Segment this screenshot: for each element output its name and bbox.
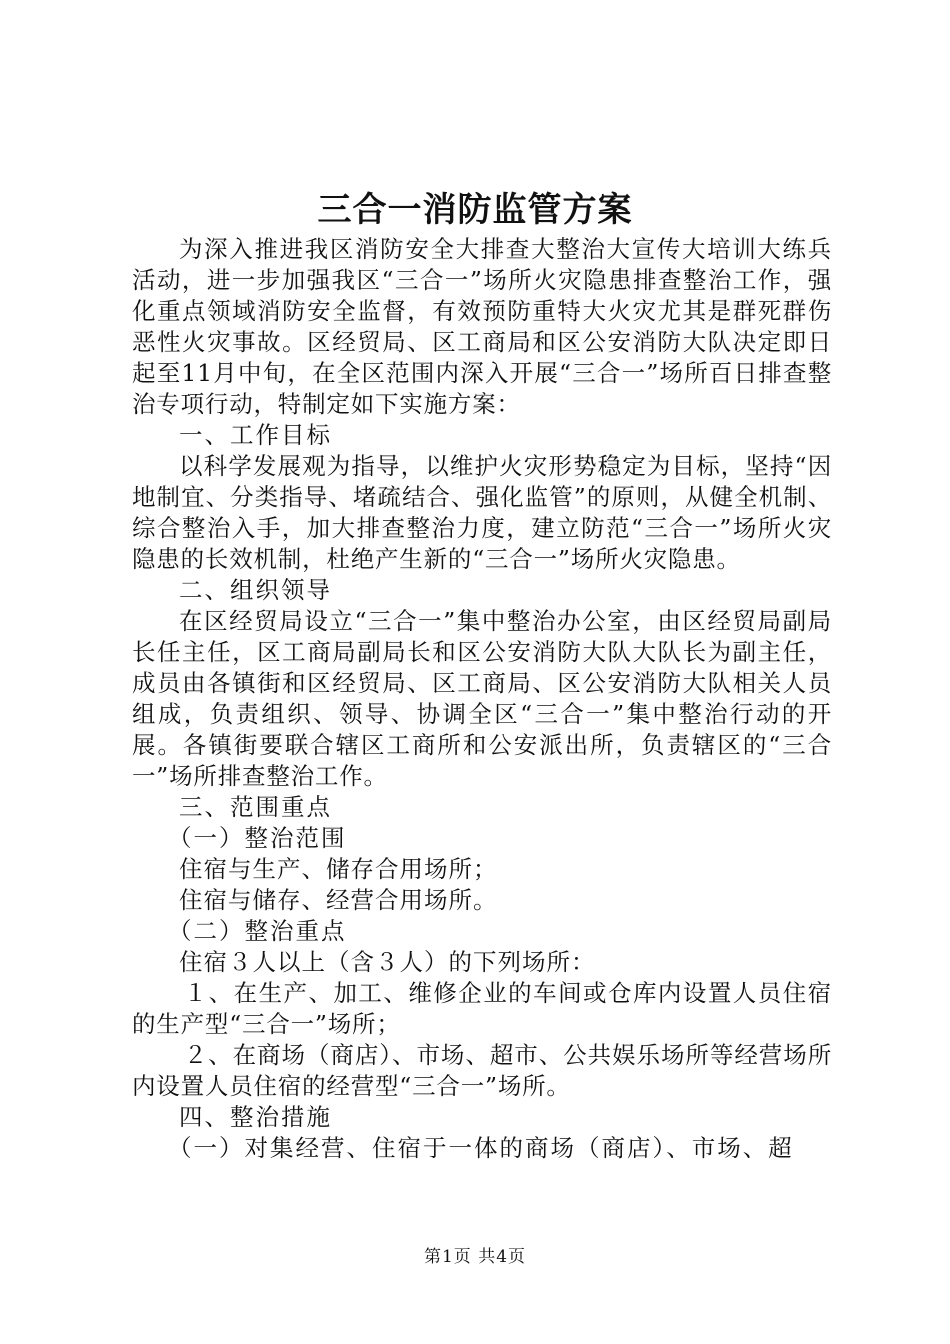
subsection-heading-scope: （一）整治范围 <box>168 824 347 852</box>
page-footer: 第1页 共4页 <box>423 1247 527 1267</box>
organization-paragraph: 在区经贸局设立“三合一”集中整治办公室，由区经贸局副局长任主任，区工商局副局长和区公安消防大队大队长为副主任，成员由各镇街和区经贸局、区工商局、区公安消防大队相关人员组成，负责组织、领导、协调全区“三合一”集中整治行动的开展。各镇街要联合辖区工商所和公安派出所，负责辖区的“三合一”场所排查整治工作。 <box>132 607 832 790</box>
focus-item: １、在生产、加工、维修企业的车间或仓库内设置人员住宿的生产型“三合一”场所； <box>132 979 832 1038</box>
focus-item: ２、在商场（商店）、市场、超市、公共娱乐场所等经营场所内设置人员住宿的经营型“三合一”场所。 <box>132 1041 832 1100</box>
intro-paragraph: 为深入推进我区消防安全大排查大整治大宣传大培训大练兵活动，进一步加强我区“三合一”场所火灾隐患排查整治工作，强化重点领域消防安全监督，有效预防重特大火灾尤其是群死群伤恶性火灾事故。区经贸局、区工商局和区公安消防大队决定即日起至11月中旬，在全区范围内深入开展“三合一”场所百日排查整治专项行动，特制定如下实施方案： <box>132 235 832 418</box>
scope-item: 住宿与储存、经营合用场所。 <box>179 886 498 914</box>
section-heading-measures: 四、整治措施 <box>179 1103 332 1131</box>
section-heading-organization: 二、组织领导 <box>179 576 332 604</box>
measures-item: （一）对集经营、住宿于一体的商场（商店）、市场、超 <box>168 1134 794 1162</box>
section-heading-scope: 三、范围重点 <box>179 793 332 821</box>
scope-item: 住宿与生产、储存合用场所； <box>179 855 498 883</box>
document-body <box>132 234 832 1164</box>
subsection-heading-focus: （二）整治重点 <box>168 917 347 945</box>
goals-paragraph: 以科学发展观为指导，以维护火灾形势稳定为目标，坚持“因地制宜、分类指导、堵疏结合、强化监管”的原则，从健全机制、综合整治入手，加大排查整治力度，建立防范“三合一”场所火灾隐患的长效机制，杜绝产生新的“三合一”场所火灾隐患。 <box>132 452 832 573</box>
section-heading-goals: 一、工作目标 <box>179 421 332 449</box>
document-title: 三合一消防监管方案 <box>317 190 633 230</box>
focus-intro: 住宿３人以上（含３人）的下列场所： <box>179 948 596 976</box>
